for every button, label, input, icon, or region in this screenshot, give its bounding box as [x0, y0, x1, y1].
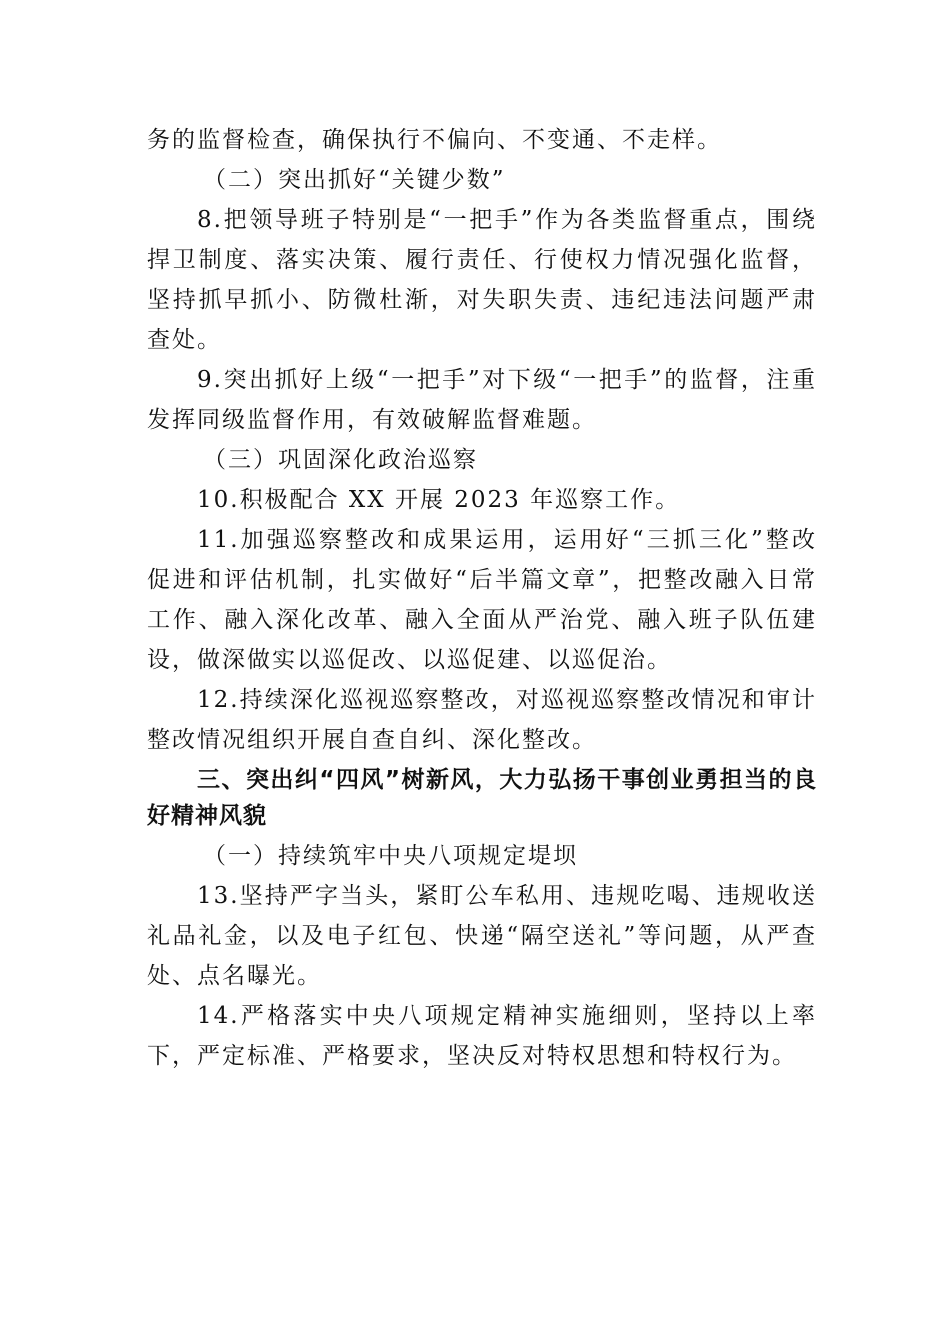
- list-item-10: 10.积极配合 XX 开展 2023 年巡察工作。: [197, 487, 681, 513]
- subheading-eight-rules: （一）持续筑牢中央八项规定堤坝: [203, 843, 578, 869]
- subheading-key-minority: （二）突出抓好“关键少数”: [203, 167, 506, 193]
- list-item-12: 12.持续深化巡视巡察整改，对巡视巡察整改情况和审计整改情况组织开展自查自纠、深化整改。: [147, 687, 817, 753]
- paragraph-continuation: 务的监督检查，确保执行不偏向、不变通、不走样。: [147, 127, 722, 153]
- list-item-13: 13.坚持严字当头，紧盯公车私用、违规吃喝、违规收送礼品礼金，以及电子红包、快递“隔空送礼”等问题，从严查处、点名曝光。: [147, 883, 817, 989]
- document-body: [147, 120, 817, 1076]
- list-item-11: 11.加强巡察整改和成果运用，运用好“三抓三化”整改促进和评估机制，扎实做好“后半篇文章”，把整改融入日常工作、融入深化改革、融入全面从严治党、融入班子队伍建设，做深做实以巡促改、以巡促建、以巡促治。: [147, 527, 817, 673]
- list-item-9: 9.突出抓好上级“一把手”对下级“一把手”的监督，注重发挥同级监督作用，有效破解监督难题。: [147, 367, 817, 433]
- list-item-8: 8.把领导班子特别是“一把手”作为各类监督重点，围绕捍卫制度、落实决策、履行责任、行使权力情况强化监督， 坚持抓早抓小、防微杜渐，对失职失责、违纪违法问题严肃查处。: [147, 207, 817, 353]
- list-item-14: 14.严格落实中央八项规定精神实施细则，坚持以上率下，严定标准、严格要求，坚决反对特权思想和特权行为。: [147, 1003, 817, 1069]
- section-heading-three: 三、突出纠“四风”树新风，大力弘扬干事创业勇担当的良好精神风貌: [147, 767, 817, 829]
- subheading-political-inspection: （三）巩固深化政治巡察: [203, 447, 478, 473]
